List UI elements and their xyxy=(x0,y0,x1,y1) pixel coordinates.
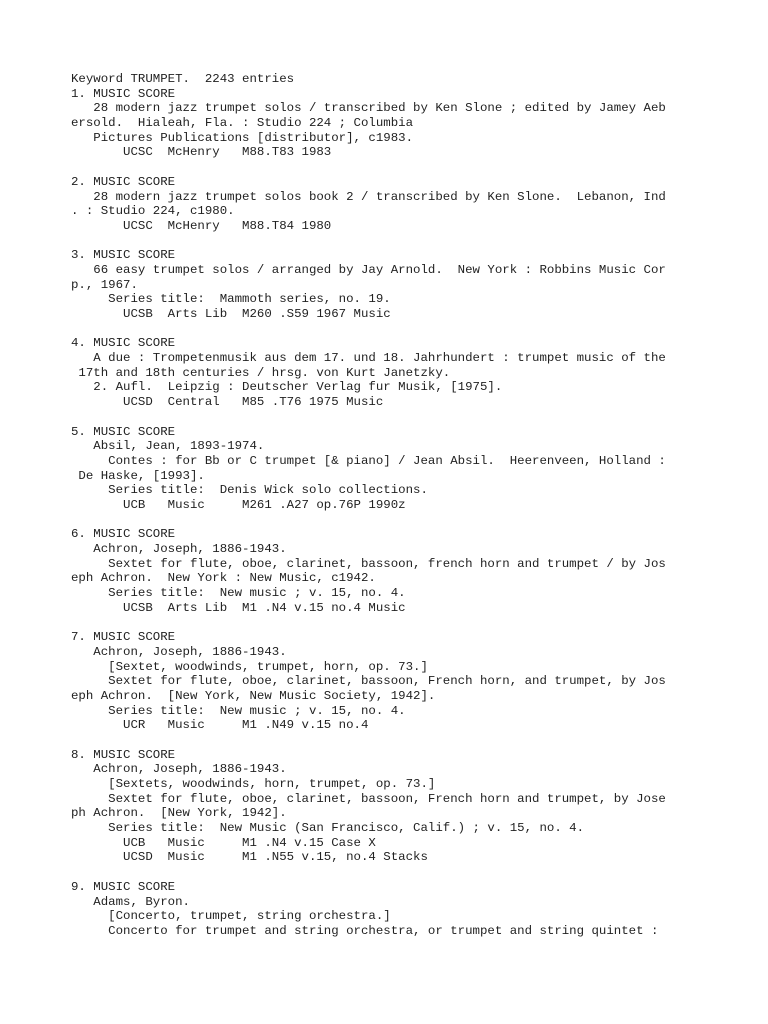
entry-spacer xyxy=(71,865,761,880)
entry-line: UCSB Arts Lib M260 .S59 1967 Music xyxy=(71,307,391,321)
entry-line: Series title: Mammoth series, no. 19. xyxy=(71,292,391,307)
entry-spacer xyxy=(71,410,761,425)
entry-line: 28 modern jazz trumpet solos book 2 / transcribed by Ken Slone. Lebanon, Ind xyxy=(71,189,666,204)
entry-line: UCSC McHenry M88.T84 1980 xyxy=(71,218,332,233)
entry-line: [Sextets, woodwinds, horn, trumpet, op. 73.] xyxy=(71,777,436,791)
entry-heading: 6. MUSIC SCORE xyxy=(71,527,176,542)
entry-heading: 1. MUSIC SCORE xyxy=(71,86,176,101)
entry-line: Contes : for Bb or C trumpet [& piano] / Jean Absil. Heerenveen, Holland : xyxy=(71,453,666,468)
entry-line: Series title: New music ; v. 15, no. 4. xyxy=(71,586,406,601)
entry-line: 66 easy trumpet solos / arranged by Jay Arnold. New York : Robbins Music Cor xyxy=(71,262,666,277)
catalog-entry xyxy=(71,527,761,630)
catalog-page xyxy=(71,72,761,939)
entry-line: Series title: New Music (San Francisco, Calif.) ; v. 15, no. 4. xyxy=(71,821,585,836)
entry-spacer xyxy=(71,615,761,630)
catalog-entry xyxy=(71,880,761,939)
entry-spacer xyxy=(71,733,761,748)
entry-line: Sextet for flute, oboe, clarinet, bassoon, French horn and trumpet, by Jose xyxy=(71,791,666,806)
entry-line: Pictures Publications [distributor], c1983. xyxy=(71,130,414,145)
entry-line: Series title: New music ; v. 15, no. 4. xyxy=(71,703,406,718)
entry-line: Achron, Joseph, 1886-1943. xyxy=(71,762,287,777)
entry-line: Achron, Joseph, 1886-1943. xyxy=(71,542,287,556)
entry-line: De Haske, [1993]. xyxy=(71,468,205,483)
entry-line: eph Achron. [New York, New Music Society, 1942]. xyxy=(71,688,436,703)
catalog-entry xyxy=(71,425,761,528)
entry-spacer xyxy=(71,322,761,337)
entry-line: [Concerto, trumpet, string orchestra.] xyxy=(71,909,391,924)
entry-line: Adams, Byron. xyxy=(71,894,190,909)
catalog-entry xyxy=(71,248,761,336)
entry-line: eph Achron. New York : New Music, c1942. xyxy=(71,571,376,586)
entry-line: UCSD Music M1 .N55 v.15, no.4 Stacks xyxy=(71,850,428,865)
entry-line: UCSC McHenry M88.T83 1983 xyxy=(71,145,332,160)
entries-list xyxy=(71,87,761,939)
entry-line: UCB Music M261 .A27 op.76P 1990z xyxy=(71,497,406,512)
entry-line: [Sextet, woodwinds, trumpet, horn, op. 73.] xyxy=(71,659,428,674)
entry-line: Achron, Joseph, 1886-1943. xyxy=(71,644,287,659)
entry-heading: 8. MUSIC SCORE xyxy=(71,747,176,762)
entry-line: Concerto for trumpet and string orchestra, or trumpet and string quintet : xyxy=(71,923,659,938)
entry-spacer xyxy=(71,234,761,249)
entry-line: Sextet for flute, oboe, clarinet, bassoon, French horn, and trumpet, by Jos xyxy=(71,674,666,689)
catalog-entry xyxy=(71,748,761,880)
entry-line: . : Studio 224, c1980. xyxy=(71,204,235,219)
entry-line: Sextet for flute, oboe, clarinet, bassoon, french horn and trumpet / by Jos xyxy=(71,556,666,571)
entry-heading: 9. MUSIC SCORE xyxy=(71,879,176,894)
catalog-entry xyxy=(71,87,761,175)
catalog-entry xyxy=(71,336,761,424)
entry-line: ph Achron. [New York, 1942]. xyxy=(71,806,287,821)
entry-line: UCSD Central M85 .T76 1975 Music xyxy=(71,395,384,410)
entry-line: Absil, Jean, 1893-1974. xyxy=(71,439,265,454)
catalog-entry xyxy=(71,630,761,748)
entry-line: UCR Music M1 .N49 v.15 no.4 xyxy=(71,718,369,733)
entry-line: p., 1967. xyxy=(71,277,138,292)
entry-spacer xyxy=(71,160,761,175)
entry-line: UCSB Arts Lib M1 .N4 v.15 no.4 Music xyxy=(71,600,406,615)
entry-line: 17th and 18th centuries / hrsg. von Kurt Janetzky. xyxy=(71,365,451,380)
entry-heading: 4. MUSIC SCORE xyxy=(71,336,176,351)
catalog-entry xyxy=(71,175,761,248)
entry-line: UCB Music M1 .N4 v.15 Case X xyxy=(71,835,376,850)
entry-heading: 5. MUSIC SCORE xyxy=(71,424,176,439)
entry-heading: 7. MUSIC SCORE xyxy=(71,630,176,645)
entry-line: A due : Trompetenmusik aus dem 17. und 18. Jahrhundert : trumpet music of the xyxy=(71,351,666,366)
entry-spacer xyxy=(71,513,761,528)
entry-line: Series title: Denis Wick solo collections. xyxy=(71,483,428,498)
entry-heading: 2. MUSIC SCORE xyxy=(71,174,176,189)
entry-line: ersold. Hialeah, Fla. : Studio 224 ; Columbia xyxy=(71,116,414,131)
entry-heading: 3. MUSIC SCORE xyxy=(71,248,176,263)
entry-line: 28 modern jazz trumpet solos / transcribed by Ken Slone ; edited by Jamey Aeb xyxy=(71,101,666,116)
results-header: Keyword TRUMPET. 2243 entries xyxy=(71,72,295,86)
entry-line: 2. Aufl. Leipzig : Deutscher Verlag fur Musik, [1975]. xyxy=(71,380,503,395)
